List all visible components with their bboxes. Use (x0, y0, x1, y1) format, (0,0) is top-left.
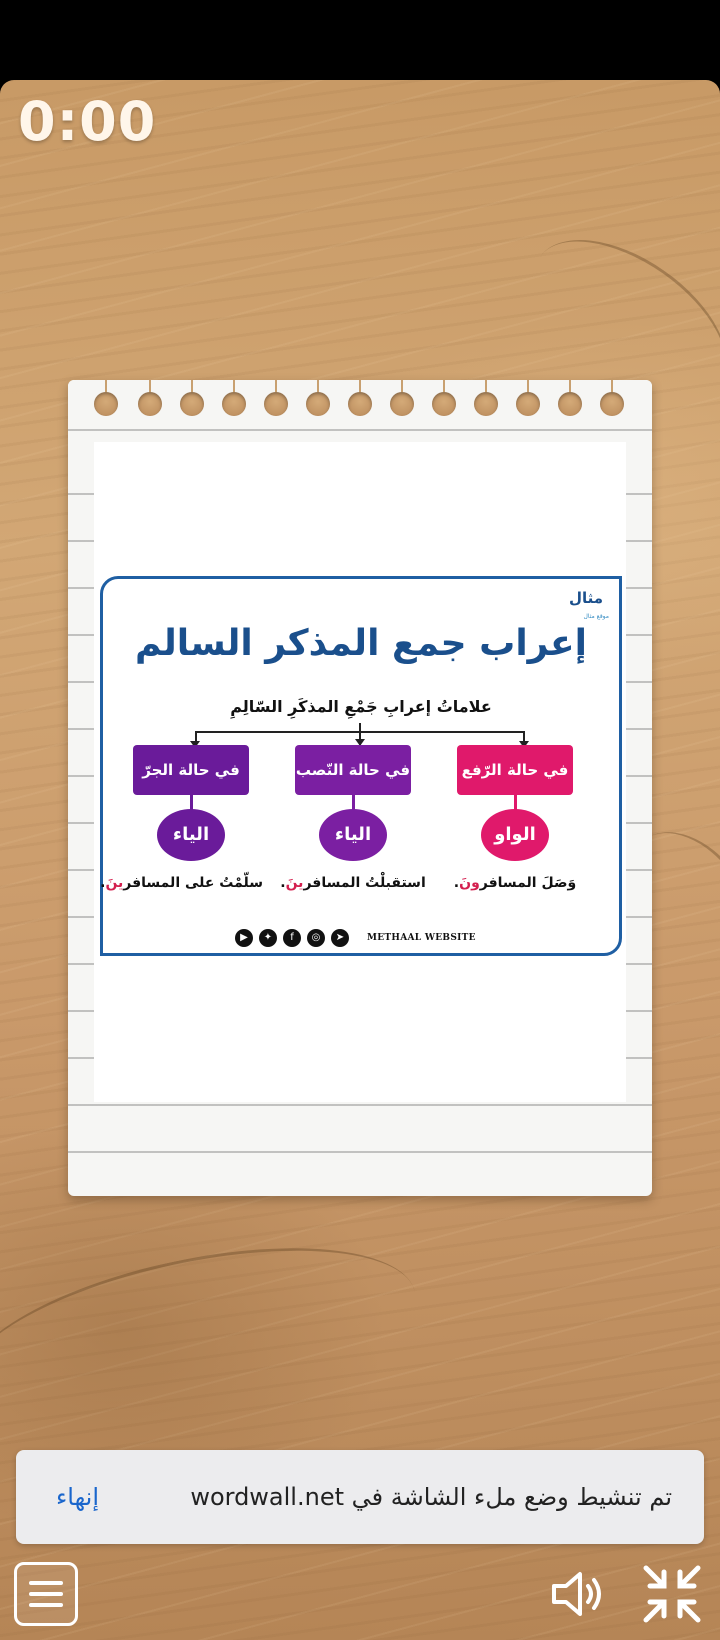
menu-button[interactable] (14, 1562, 78, 1626)
binding-hole (94, 392, 118, 416)
binding-hole (432, 392, 456, 416)
menu-icon-line (29, 1592, 63, 1596)
example-nominative (440, 875, 590, 891)
end-fullscreen-button[interactable]: إنهاء (56, 1483, 100, 1511)
notepad-binding (68, 380, 652, 420)
exit-fullscreen-button[interactable] (640, 1562, 704, 1626)
case-box-genitive: في حالة الجرّ (133, 745, 249, 795)
site-label: METHAAL WEBSITE (367, 933, 476, 943)
case-box-accusative: في حالة النّصب (295, 745, 411, 795)
sign-circle-genitive: الياء (157, 809, 225, 861)
timer: 0:00 (18, 90, 157, 153)
example-accusative (278, 875, 428, 891)
case-box-nominative: في حالة الرّفع (457, 745, 573, 795)
instagram-icon: ◎ (307, 929, 325, 947)
facebook-icon: f (283, 929, 301, 947)
binding-hole (138, 392, 162, 416)
binding-hole (306, 392, 330, 416)
example-ending: ينَ (285, 875, 304, 891)
exit-fullscreen-icon (640, 1562, 704, 1626)
fullscreen-toast (16, 1450, 704, 1544)
example-period: . (100, 875, 106, 891)
logo-text: مثال (568, 589, 603, 607)
notepad-card[interactable] (68, 380, 652, 1196)
binding-hole (600, 392, 624, 416)
binding-hole (474, 392, 498, 416)
example-ending: ونَ (459, 875, 480, 891)
volume-icon (548, 1562, 612, 1626)
example-genitive (100, 875, 263, 891)
grammar-infographic (100, 576, 622, 956)
binding-hole (222, 392, 246, 416)
twitter-icon: ✦ (259, 929, 277, 947)
binding-hole (558, 392, 582, 416)
example-period: . (453, 875, 460, 891)
menu-icon-line (29, 1603, 63, 1607)
example-text: سلّمْتُ على المسافر (123, 875, 263, 891)
card-image (94, 442, 626, 1102)
example-ending: ينَ (105, 875, 124, 891)
wood-grain (0, 1214, 432, 1466)
binding-hole (264, 392, 288, 416)
toast-message: تم تنشيط وضع ملء الشاشة في wordwall.net (190, 1483, 672, 1511)
infographic-subtitle: علاماتُ إعرابِ جَمْعِ المذكَرِ السّالِمِ (230, 697, 492, 716)
volume-button[interactable] (548, 1562, 612, 1626)
menu-icon (29, 1581, 63, 1585)
binding-hole (180, 392, 204, 416)
example-text: وَصَلَ المسافر (479, 875, 577, 891)
infographic-title: إعراب جمع المذكر السالم (135, 623, 587, 664)
example-text: استقبلْتُ المسافر (303, 875, 426, 891)
example-period: . (280, 875, 286, 891)
youtube-icon: ▶ (235, 929, 253, 947)
sign-circle-nominative: الواو (481, 809, 549, 861)
telegram-icon: ➤ (331, 929, 349, 947)
game-area (0, 80, 720, 1640)
status-bar (0, 0, 720, 80)
sign-circle-accusative: الياء (319, 809, 387, 861)
logo-subtext: موقع مثال (583, 613, 609, 620)
social-links (235, 929, 476, 947)
binding-hole (516, 392, 540, 416)
binding-hole (348, 392, 372, 416)
binding-hole (390, 392, 414, 416)
